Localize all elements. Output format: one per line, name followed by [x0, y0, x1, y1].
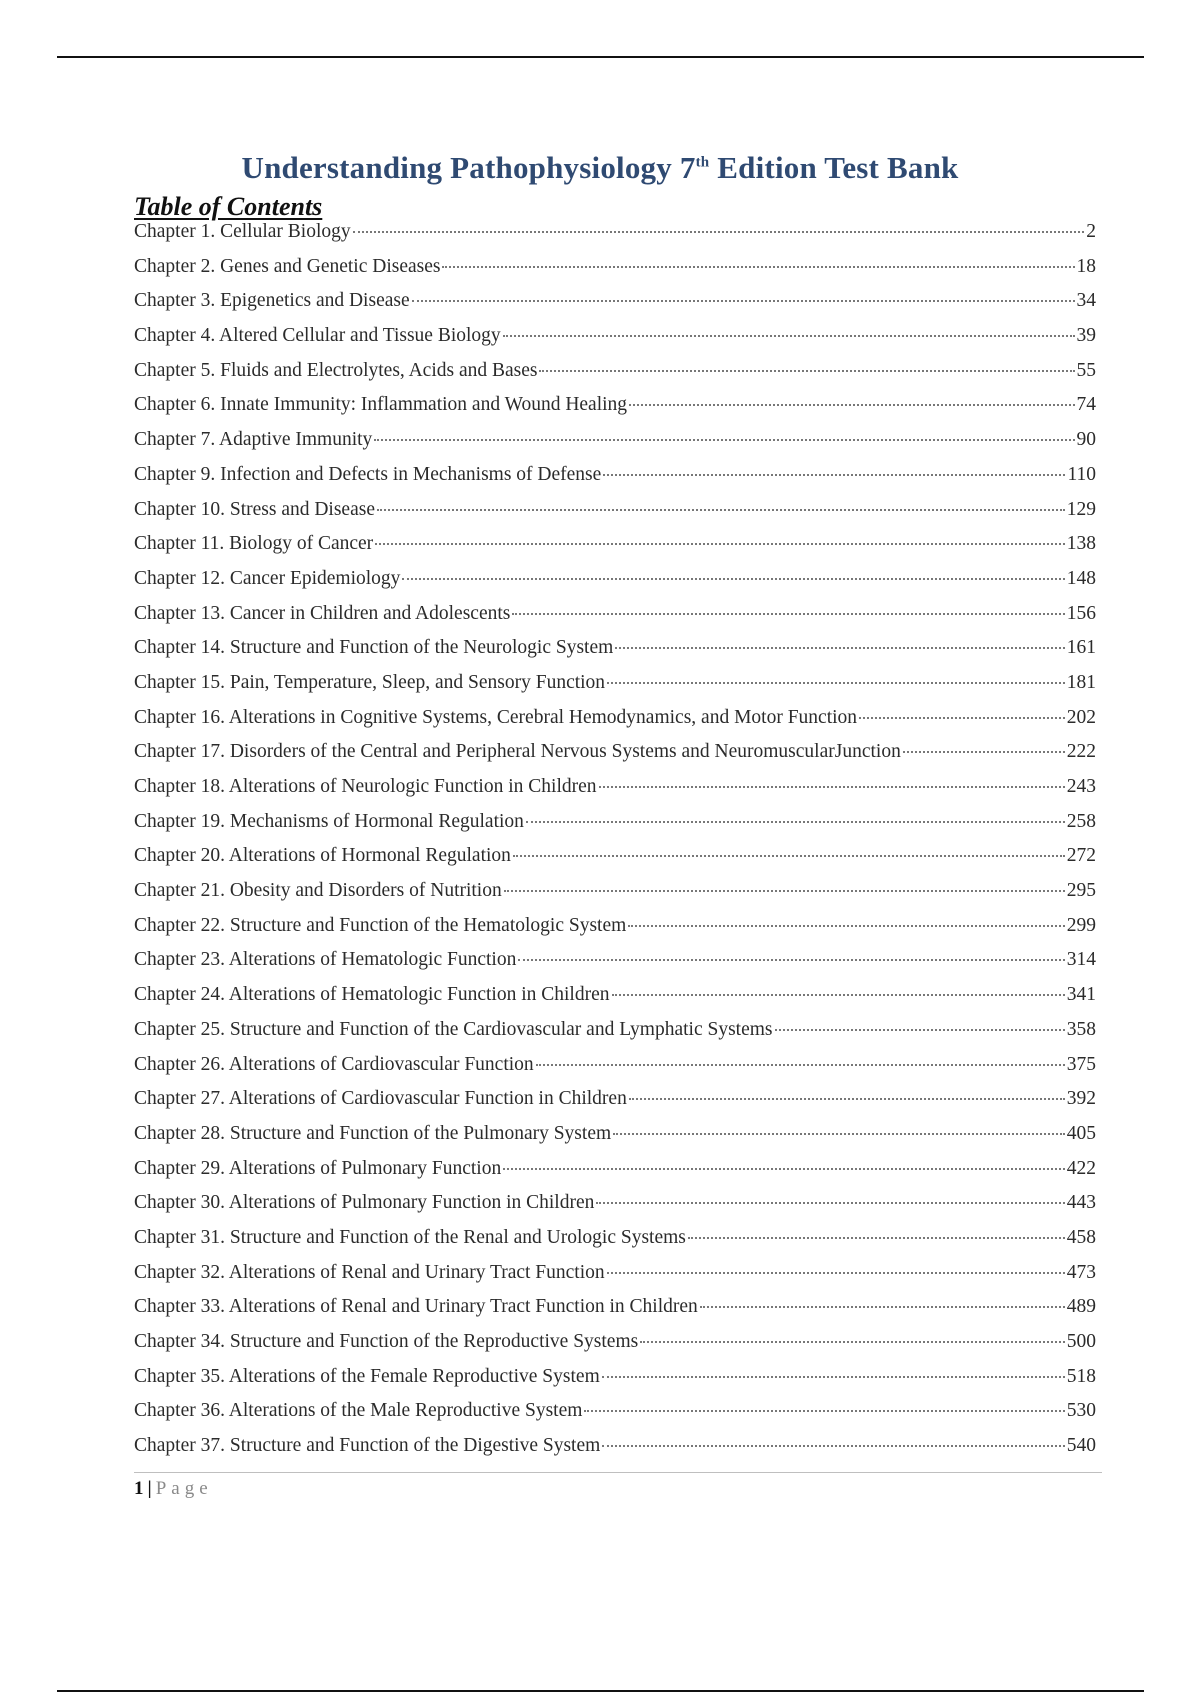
- toc-entry[interactable]: [134, 1227, 1096, 1262]
- toc-entry-page: 392: [1066, 1088, 1096, 1110]
- toc-entry-label: Chapter 18. Alterations of Neurologic Function in Children: [134, 776, 597, 797]
- toc-dot-leader: [539, 370, 1074, 372]
- toc-entry[interactable]: [134, 464, 1096, 499]
- toc-entry-page: 458: [1066, 1226, 1096, 1248]
- toc-dot-leader: [353, 231, 1085, 233]
- toc-entry[interactable]: [134, 915, 1096, 950]
- toc-entry-label: Chapter 32. Alterations of Renal and Urinary Tract Function: [134, 1261, 605, 1283]
- toc-entry-label: Chapter 16. Alterations in Cognitive Systems, Cerebral Hemodynamics, and Motor Function: [134, 706, 858, 728]
- toc-entry-label: Chapter 23. Alterations of Hematologic Function: [134, 949, 517, 971]
- toc-dot-leader: [859, 717, 1065, 719]
- toc-entry-page: 34: [1076, 290, 1096, 312]
- toc-dot-leader: [402, 578, 1064, 580]
- toc-entry[interactable]: [134, 1158, 1096, 1193]
- toc-dot-leader: [374, 439, 1074, 441]
- toc-entry-label: Chapter 22. Structure and Function of the Hematologic System: [134, 914, 627, 936]
- toc-entry-label: Chapter 19. Mechanisms of Hormonal Regulation: [134, 810, 524, 832]
- toc-entry-page: 39: [1076, 325, 1096, 347]
- toc-entry-page: 90: [1076, 429, 1096, 451]
- toc-dot-leader: [536, 1064, 1065, 1066]
- toc-entry[interactable]: [134, 1331, 1096, 1366]
- toc-entry-label: Chapter 15. Pain, Temperature, Sleep, and Sensory Function: [134, 671, 606, 693]
- toc-entry-label: Chapter 31. Structure and Function of the Renal and Urologic Systems: [134, 1226, 686, 1248]
- toc-entry-label: Chapter 3. Epigenetics and Disease: [134, 290, 410, 312]
- toc-entry-label: Chapter 25. Structure and Function of the Cardiovascular and Lymphatic Systems: [134, 1018, 773, 1040]
- toc-entry[interactable]: [134, 429, 1096, 464]
- toc-entry[interactable]: [134, 1435, 1096, 1470]
- toc-entry-label: Chapter 17. Disorders of the Central and Peripheral Nervous Systems and NeuromuscularJunction: [134, 741, 901, 763]
- toc-entry[interactable]: [134, 880, 1096, 915]
- toc-entry-label: Chapter 28. Structure and Function of the Pulmonary System: [134, 1122, 612, 1144]
- toc-dot-leader: [640, 1341, 1065, 1343]
- toc-entry-page: 138: [1066, 533, 1096, 555]
- toc-entry-page: 518: [1066, 1365, 1096, 1387]
- toc-entry[interactable]: [134, 1366, 1096, 1401]
- title-superscript: th: [695, 154, 710, 171]
- toc-dot-leader: [629, 404, 1074, 406]
- toc-entry-page: 74: [1076, 394, 1096, 416]
- toc-entry[interactable]: [134, 1296, 1096, 1331]
- toc-dot-leader: [377, 509, 1065, 511]
- toc-entry[interactable]: [134, 1400, 1096, 1435]
- toc-dot-leader: [607, 1272, 1065, 1274]
- footer-rule: [134, 1472, 1102, 1473]
- toc-entry-label: Chapter 2. Genes and Genetic Diseases: [134, 255, 441, 277]
- toc-entry[interactable]: [134, 533, 1096, 568]
- toc-entry[interactable]: [134, 984, 1096, 1019]
- toc-entry[interactable]: [134, 1054, 1096, 1089]
- toc-entry-page: 375: [1066, 1053, 1096, 1075]
- toc-entry-page: 18: [1076, 255, 1096, 277]
- toc-dot-leader: [607, 682, 1065, 684]
- toc-entry-label: Chapter 12. Cancer Epidemiology: [134, 567, 401, 589]
- toc-entry[interactable]: [134, 1262, 1096, 1297]
- toc-entry[interactable]: [134, 1192, 1096, 1227]
- toc-entry-label: Chapter 6. Innate Immunity: Inflammation and Wound Healing: [134, 394, 628, 416]
- toc-entry-label: Chapter 9. Infection and Defects in Mechanisms of Defense: [134, 463, 602, 485]
- toc-dot-leader: [602, 1445, 1064, 1447]
- toc-entry[interactable]: [134, 637, 1096, 672]
- toc-entry[interactable]: [134, 325, 1096, 360]
- toc-entry-page: 540: [1066, 1435, 1096, 1457]
- toc-entry-page: 405: [1066, 1122, 1096, 1144]
- footer-page-number: 1: [134, 1478, 144, 1499]
- footer-separator: |: [147, 1478, 152, 1499]
- toc-entry-page: 222: [1066, 741, 1096, 763]
- toc-entry-page: 156: [1066, 602, 1096, 624]
- toc-dot-leader: [700, 1306, 1065, 1308]
- toc-entry-page: 161: [1066, 637, 1096, 659]
- toc-entry-page: 129: [1066, 498, 1096, 520]
- toc-entry[interactable]: [134, 394, 1096, 429]
- toc-entry[interactable]: [134, 568, 1096, 603]
- toc-dot-leader: [615, 647, 1064, 649]
- toc-entry-page: 2: [1086, 221, 1096, 242]
- toc-dot-leader: [596, 1202, 1064, 1204]
- toc-entry-label: Chapter 14. Structure and Function of the Neurologic System: [134, 637, 614, 659]
- toc-entry-label: Chapter 1. Cellular Biology: [134, 221, 351, 242]
- toc-entry[interactable]: [134, 499, 1096, 534]
- toc-entry[interactable]: [134, 1088, 1096, 1123]
- toc-entry-label: Chapter 21. Obesity and Disorders of Nutrition: [134, 880, 502, 902]
- toc-entry[interactable]: [134, 672, 1096, 707]
- toc-entry-page: 314: [1066, 949, 1096, 971]
- toc-entry-page: 341: [1066, 984, 1096, 1006]
- toc-dot-leader: [602, 1376, 1065, 1378]
- toc-dot-leader: [412, 300, 1075, 302]
- toc-entry-label: Chapter 24. Alterations of Hematologic Function in Children: [134, 984, 610, 1006]
- toc-dot-leader: [503, 1168, 1065, 1170]
- toc-entry-page: 422: [1066, 1157, 1096, 1179]
- toc-entry-page: 258: [1066, 810, 1096, 832]
- toc-entry-page: 148: [1066, 567, 1096, 589]
- toc-dot-leader: [775, 1029, 1065, 1031]
- toc-dot-leader: [526, 821, 1065, 823]
- toc-dot-leader: [903, 751, 1065, 753]
- toc-dot-leader: [599, 786, 1065, 788]
- toc-dot-leader: [503, 335, 1075, 337]
- toc-entry[interactable]: [134, 256, 1096, 291]
- toc-entry-page: 299: [1066, 914, 1096, 936]
- toc-entry-page: 202: [1066, 706, 1096, 728]
- toc-entry-label: Chapter 29. Alterations of Pulmonary Function: [134, 1157, 502, 1179]
- toc-entry-page: 530: [1066, 1400, 1096, 1422]
- toc-entry[interactable]: [134, 776, 1096, 811]
- header-rule: [57, 56, 1144, 58]
- toc-entry-page: 181: [1066, 671, 1096, 693]
- toc-entry-label: Chapter 36. Alterations of the Male Reproductive System: [134, 1400, 583, 1422]
- toc-entry-label: Chapter 11. Biology of Cancer: [134, 533, 374, 555]
- toc-entry-page: 358: [1066, 1018, 1096, 1040]
- toc-entry-label: Chapter 34. Structure and Function of the Reproductive Systems: [134, 1331, 639, 1352]
- toc-entry-page: 243: [1066, 776, 1096, 797]
- title-prefix: Understanding Pathophysiology 7: [241, 150, 696, 185]
- toc-entry-label: Chapter 35. Alterations of the Female Reproductive System: [134, 1365, 600, 1387]
- toc-dot-leader: [518, 959, 1064, 961]
- toc-entry-label: Chapter 10. Stress and Disease: [134, 498, 375, 520]
- toc-dot-leader: [513, 855, 1065, 857]
- toc-entry-label: Chapter 20. Alterations of Hormonal Regulation: [134, 845, 511, 867]
- toc-dot-leader: [629, 1098, 1065, 1100]
- toc-entry-label: Chapter 26. Alterations of Cardiovascular Function: [134, 1053, 534, 1075]
- toc-entry-label: Chapter 33. Alterations of Renal and Urinary Tract Function in Children: [134, 1296, 698, 1318]
- toc-entry[interactable]: [134, 221, 1096, 256]
- toc-entry[interactable]: [134, 360, 1096, 395]
- toc-entry-page: 55: [1076, 359, 1096, 381]
- toc-entry[interactable]: [134, 603, 1096, 638]
- toc-dot-leader: [512, 613, 1064, 615]
- toc-entry-page: 295: [1066, 880, 1096, 902]
- title-suffix: Edition Test Bank: [717, 150, 959, 185]
- toc-dot-leader: [375, 543, 1065, 545]
- toc-dot-leader: [603, 474, 1065, 476]
- toc-dot-leader: [613, 1133, 1065, 1135]
- toc-dot-leader: [442, 266, 1074, 268]
- toc-entry-page: 500: [1066, 1331, 1096, 1352]
- toc-entry-page: 110: [1067, 463, 1096, 485]
- toc-entry-page: 443: [1066, 1192, 1096, 1214]
- toc-entry-page: 473: [1066, 1261, 1096, 1283]
- toc-entry-label: Chapter 37. Structure and Function of the Digestive System: [134, 1435, 601, 1457]
- bottom-rule: [57, 1690, 1144, 1692]
- toc-entry[interactable]: [134, 741, 1096, 776]
- toc-dot-leader: [628, 925, 1064, 927]
- toc-dot-leader: [504, 890, 1065, 892]
- toc-entry[interactable]: [134, 1019, 1096, 1054]
- toc-entry-label: Chapter 30. Alterations of Pulmonary Function in Children: [134, 1192, 595, 1214]
- toc-entry-page: 489: [1066, 1296, 1096, 1318]
- toc-entry[interactable]: [134, 1123, 1096, 1158]
- toc-entry[interactable]: [134, 811, 1096, 846]
- toc-heading: Table of Contents: [134, 192, 323, 221]
- toc-entry-label: Chapter 7. Adaptive Immunity: [134, 429, 373, 451]
- toc-entry-label: Chapter 13. Cancer in Children and Adolescents: [134, 602, 511, 624]
- toc-entry[interactable]: [134, 290, 1096, 325]
- toc-entry-label: Chapter 4. Altered Cellular and Tissue Biology: [134, 325, 501, 347]
- toc-dot-leader: [612, 994, 1065, 996]
- toc-entry[interactable]: [134, 949, 1096, 984]
- table-of-contents: [134, 221, 1096, 1470]
- toc-dot-leader: [688, 1237, 1065, 1239]
- toc-entry[interactable]: [134, 845, 1096, 880]
- toc-entry[interactable]: [134, 707, 1096, 742]
- page-footer: [134, 1478, 213, 1500]
- footer-page-word: Page: [155, 1478, 213, 1499]
- toc-entry-page: 272: [1066, 845, 1096, 867]
- toc-dot-leader: [584, 1410, 1064, 1412]
- toc-entry-label: Chapter 5. Fluids and Electrolytes, Acids and Bases: [134, 359, 538, 381]
- toc-entry-label: Chapter 27. Alterations of Cardiovascular Function in Children: [134, 1088, 627, 1110]
- document-title: [0, 150, 1200, 186]
